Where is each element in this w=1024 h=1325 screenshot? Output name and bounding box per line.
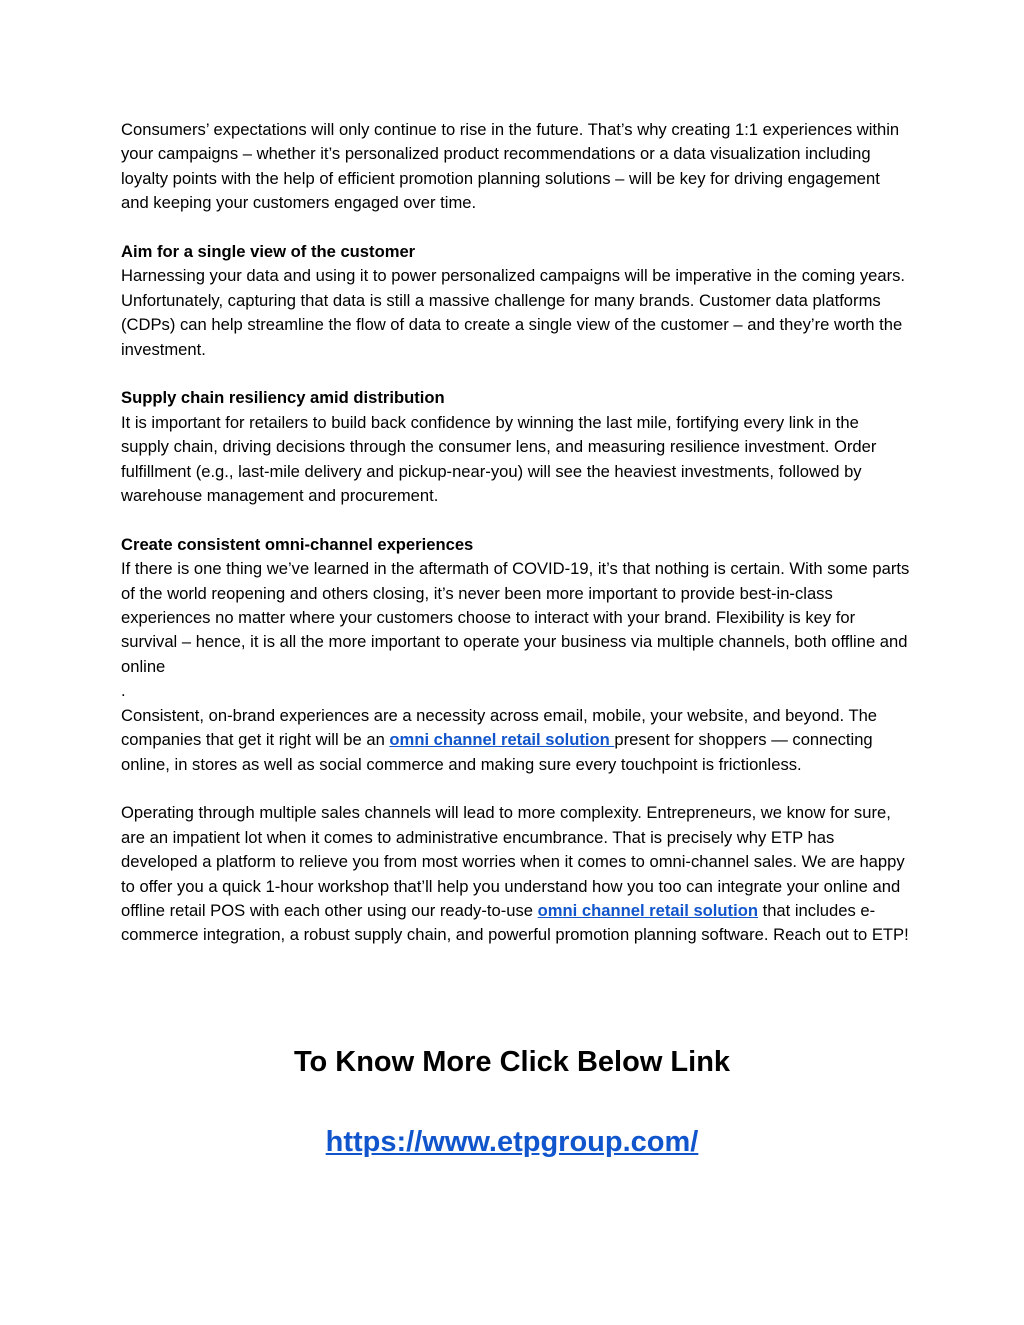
paragraph-text: Consistent, on-brand experiences are a necessity across email, mobile, your website, and beyond. The companies that get it right will be an: [121, 705, 878, 750]
stray-period: .: [121, 681, 126, 701]
section-paragraph-consistent-experiences: [121, 704, 911, 777]
article-body: [121, 118, 911, 948]
cta-link-container: [0, 1123, 1024, 1161]
paragraph-spacer: [121, 216, 911, 240]
section-heading-omni-channel: Create consistent omni-channel experiences: [121, 534, 474, 554]
section-paragraph-single-view: Harnessing your data and using it to power personalized campaigns will be imperative in the coming years. Unfortunately, capturing that data is still a massive challenge for many brands. Customer data platforms (CDPs) can help streamline the flow of data to create a single view of the customer – and they’re worth the investment.: [121, 266, 906, 359]
paragraph-spacer: [121, 508, 911, 532]
section-heading-single-view: Aim for a single view of the customer: [121, 242, 416, 262]
omni-channel-link[interactable]: omni channel retail solution: [389, 730, 615, 750]
closing-paragraph: [121, 801, 911, 947]
paragraph-spacer: [121, 777, 911, 801]
paragraph-text: present for shoppers — connecting online, in stores as well as social commerce and making sure every touchpoint is frictionless.: [121, 730, 873, 774]
omni-channel-link[interactable]: omni channel retail solution: [537, 900, 758, 920]
paragraph-text: that includes e-commerce integration, a robust supply chain, and powerful promotion planning software. Reach out to ETP!: [121, 900, 909, 945]
section-paragraph-omni-channel: If there is one thing we’ve learned in the aftermath of COVID-19, it’s that nothing is certain. With some parts of the world reopening and others closing, it’s never been more important to provide best-in-class experiences no matter where your customers choose to interact with your brand. Flexibility is key for survival – hence, it is all the more important to operate your business via multiple channels, both offline and online: [121, 559, 910, 676]
paragraph-spacer: [121, 362, 911, 386]
section-paragraph-supply-chain: It is important for retailers to build back confidence by winning the last mile, fortifying every link in the supply chain, driving decisions through the consumer lens, and measuring resilience investment. Order fulfillment (e.g., last-mile delivery and pickup-near-you) will see the heaviest investments, followed by warehouse management and procurement.: [121, 412, 877, 506]
paragraph-text: Operating through multiple sales channels will lead to more complexity. Entrepreneurs, we know for sure, are an impatient lot when it comes to administrative encumbrance. That is precisely why ETP has developed a platform to relieve you from most worries when it comes to omni-channel sales. We are happy to offer you a quick 1-hour workshop that’ll help you understand how you too can integrate your online and offline retail POS with each other using our ready-to-use: [121, 803, 905, 920]
cta-title: To Know More Click Below Link: [293, 1046, 731, 1078]
intro-paragraph: Consumers’ expectations will only continue to rise in the future. That’s why creating 1:1 experiences within your campaigns – whether it’s personalized product recommendations or a data visualization including loyalty points with the help of efficient promotion planning solutions – will be key for driving engagement and keeping your customers engaged over time.: [121, 120, 900, 213]
section-heading-supply-chain: Supply chain resiliency amid distribution: [121, 388, 445, 408]
website-link[interactable]: https://www.etpgroup.com/: [325, 1126, 699, 1158]
